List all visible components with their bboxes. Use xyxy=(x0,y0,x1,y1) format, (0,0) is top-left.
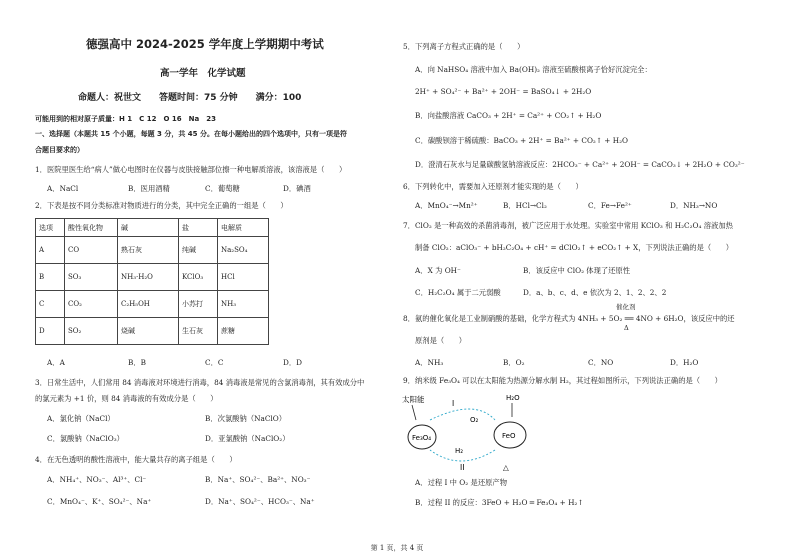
page-footer: 第 1 页，共 4 页 xyxy=(370,544,424,552)
q4-option-c: C．MnO₄⁻、K⁺、SO₄²⁻、Na⁺ xyxy=(47,497,152,506)
q5-option-a-line2: 2H⁺ + SO₄²⁻ + Ba²⁺ + 2OH⁻ = BaSO₄↓ + 2H₂O xyxy=(415,87,592,96)
catalyst-label: 催化剂 xyxy=(616,303,636,311)
q7-option-c: C．H₂C₂O₄ 属于二元弱酸 xyxy=(415,288,501,297)
q7-option-a: A．X 为 OH⁻ xyxy=(415,266,461,275)
fe3o4-label: Fe₃O₄ xyxy=(412,434,432,442)
table-cell: Na₂SO₄ xyxy=(218,237,269,264)
q9-stem: 9．纳米级 Fe₃O₄ 可以在太阳能为热源分解水制 H₂，其过程如图所示，下列说法正确的是（ ） xyxy=(403,376,722,385)
q6-option-b: B．HCl→Cl₂ xyxy=(503,201,547,210)
section-heading: 一、选择题（本题共 15 个小题，每题 3 分，共 45 分。在每小题给出的四个选项中，只有一项是符 xyxy=(35,130,347,138)
fe3o4-cycle-diagram xyxy=(400,390,550,472)
table-row xyxy=(36,291,269,318)
table-cell: D xyxy=(36,318,65,345)
q9-option-b: B．过程 II 的反应：3FeO + H₂O ═ Fe₃O₄ + H₂↑ xyxy=(415,498,584,507)
feo-label: FeO xyxy=(502,432,516,440)
q1-option-d: D．碘酒 xyxy=(283,184,311,193)
q4-option-b: B．Na⁺、SO₄²⁻、Ba²⁺、NO₃⁻ xyxy=(205,475,311,484)
table-header-cell: 碱 xyxy=(118,219,179,237)
table-cell: C xyxy=(36,291,65,318)
q5-option-b: B．向盐酸溶液 CaCO₃ + 2H⁺ = Ca²⁺ + CO₂↑ + H₂O xyxy=(415,111,602,120)
table-cell: SO₃ xyxy=(65,264,118,291)
section-heading-cont: 合题目要求的） xyxy=(35,146,84,154)
step1-label: I xyxy=(452,399,455,408)
table-cell: 熟石灰 xyxy=(118,237,179,264)
table-row xyxy=(36,264,269,291)
q7-stem-line1: 7．ClO₂ 是一种高效的杀菌消毒剂，被广泛应用于水处理。实验室中常用 KClO₃ 和 H₂C₂O₄ 溶液加热 xyxy=(403,221,733,230)
heat-symbol: Δ xyxy=(624,324,629,332)
table-cell: B xyxy=(36,264,65,291)
q8-option-a: A．NH₃ xyxy=(415,358,444,367)
table-row xyxy=(36,318,269,345)
table-cell: KClO₃ xyxy=(179,264,218,291)
table-cell: HCl xyxy=(218,264,269,291)
q3-stem-line1: 3．日常生活中，人们常用 84 消毒液对环境进行消毒，84 消毒液是常见的含氯消毒剂，其有效成分中 xyxy=(35,378,365,387)
q3-option-b: B．次氯酸钠（NaClO） xyxy=(205,414,287,423)
heat-label: △ xyxy=(503,463,509,472)
table-header-cell: 酸性氧化物 xyxy=(65,219,118,237)
q3-option-c: C．氯酸钠（NaClO₃） xyxy=(47,434,124,443)
q5-option-d: D．澄清石灰水与足量碳酸氢钠溶液反应：2HCO₃⁻ + Ca²⁺ + 2OH⁻ = CaCO₃↓ + 2H₂O + CO₃²⁻ xyxy=(415,160,745,169)
q4-stem: 4．在无色透明的酸性溶液中，能大量共存的离子组是（ ） xyxy=(35,455,237,464)
q6-option-a: A．MnO₄⁻→Mn²⁺ xyxy=(415,201,478,210)
table-cell: C₂H₅OH xyxy=(118,291,179,318)
table-row xyxy=(36,237,269,264)
q7-option-d: D．a、b、c、d、e 依次为 2、1、2、2、2 xyxy=(523,288,667,297)
q8-stem-line2: 原剂是（ ） xyxy=(415,336,467,345)
exam-title: 德强高中 2024-2025 学年度上学期期中考试 xyxy=(86,37,324,51)
q7-stem-line2: 制备 ClO₂：aClO₃⁻ + bH₂C₂O₄ + cH⁺ = dClO₂↑ + eCO₂↑ + X，下列说法正确的是（ ） xyxy=(415,243,734,252)
table-cell: 小苏打 xyxy=(179,291,218,318)
q2-option-a: A．A xyxy=(47,358,65,367)
q6-option-c: C．Fe→Fe²⁺ xyxy=(588,201,632,210)
q2-option-c: C．C xyxy=(205,358,224,367)
table-header-cell: 盐 xyxy=(179,219,218,237)
table-cell: CO xyxy=(65,237,118,264)
q5-option-a-line1: A．向 NaHSO₄ 溶液中加入 Ba(OH)₂ 溶液至硫酸根离子恰好沉淀完全： xyxy=(415,65,652,74)
table-cell: 纯碱 xyxy=(179,237,218,264)
q2-option-d: D．D xyxy=(283,358,302,367)
solar-label: 太阳能 xyxy=(402,395,425,404)
q8-option-d: D．H₂O xyxy=(670,358,699,367)
q2-option-b: B．B xyxy=(128,358,147,367)
q9-option-a: A．过程 I 中 O₂ 是还原产物 xyxy=(415,478,508,487)
q6-option-d: D．NH₃→NO xyxy=(670,201,718,210)
table-cell: 生石灰 xyxy=(179,318,218,345)
exam-subtitle: 高一学年 化学试题 xyxy=(160,68,246,79)
table-header-cell: 选项 xyxy=(36,219,65,237)
q1-option-b: B．医用酒精 xyxy=(128,184,170,193)
table-cell: SO₂ xyxy=(65,318,118,345)
q4-option-d: D．Na⁺、SO₄²⁻、HCO₃⁻、Na⁺ xyxy=(205,497,315,506)
q3-option-d: D．亚氯酸钠（NaClO₂） xyxy=(205,434,290,443)
table-cell: A xyxy=(36,237,65,264)
q6-stem: 6．下列转化中，需要加入还原剂才能实现的是（ ） xyxy=(403,182,583,191)
q1-option-a: A．NaCl xyxy=(47,184,79,193)
q8-option-c: C．NO xyxy=(588,358,614,367)
q8-stem-line1: 8．氨的催化氧化是工业制硝酸的基础，化学方程式为 4NH₃ + 5O₂ ══ 4NO + 6H₂O，该反应中的还 xyxy=(403,314,735,323)
solar-pointer xyxy=(412,405,416,420)
exam-meta: 命题人：祝世文 答题时间：75 分钟 满分：100 xyxy=(78,93,302,103)
atomic-masses: 可能用到的相对原子质量：H 1 C 12 O 16 Na 23 xyxy=(35,115,216,123)
q3-option-a: A．氯化钠（NaCl） xyxy=(47,414,115,423)
q5-option-c: C．碳酸钡溶于稀硫酸：BaCO₃ + 2H⁺ = Ba²⁺ + CO₂↑ + H₂O xyxy=(415,136,628,145)
q8-option-b: B．O₂ xyxy=(503,358,525,367)
o2-label: O₂ xyxy=(470,416,479,424)
q1-option-c: C．葡萄糖 xyxy=(205,184,240,193)
step1-arrow xyxy=(430,409,495,420)
q5-stem: 5．下列离子方程式正确的是（ ） xyxy=(403,42,525,51)
q7-option-b: B．该反应中 ClO₂ 体现了还原性 xyxy=(523,266,631,275)
q2-stem: 2．下表是按不同分类标准对物质进行的分类，其中完全正确的一组是（ ） xyxy=(35,201,288,210)
q2-table xyxy=(35,218,269,345)
table-header-row xyxy=(36,219,269,237)
table-cell: NH₃·H₂O xyxy=(118,264,179,291)
h2-label: H₂ xyxy=(455,447,464,455)
h2o-label: H₂O xyxy=(506,394,520,402)
table-cell: NH₃ xyxy=(218,291,269,318)
q1-stem: 1．医院里医生给“病人”做心电图时在仪器与皮肤接触部位擦一种电解质溶液，该溶液是（ ） xyxy=(35,165,347,174)
q3-stem-line2: 的氯元素为 +1 价，则 84 消毒液的有效成分是（ ） xyxy=(35,394,218,403)
table-header-cell: 电解质 xyxy=(218,219,269,237)
table-cell: CO₂ xyxy=(65,291,118,318)
q4-option-a: A．NH₄⁺、NO₃⁻、Al³⁺、Cl⁻ xyxy=(47,475,147,484)
table-cell: 烧碱 xyxy=(118,318,179,345)
table-cell: 蔗糖 xyxy=(218,318,269,345)
step2-label: II xyxy=(460,463,465,472)
